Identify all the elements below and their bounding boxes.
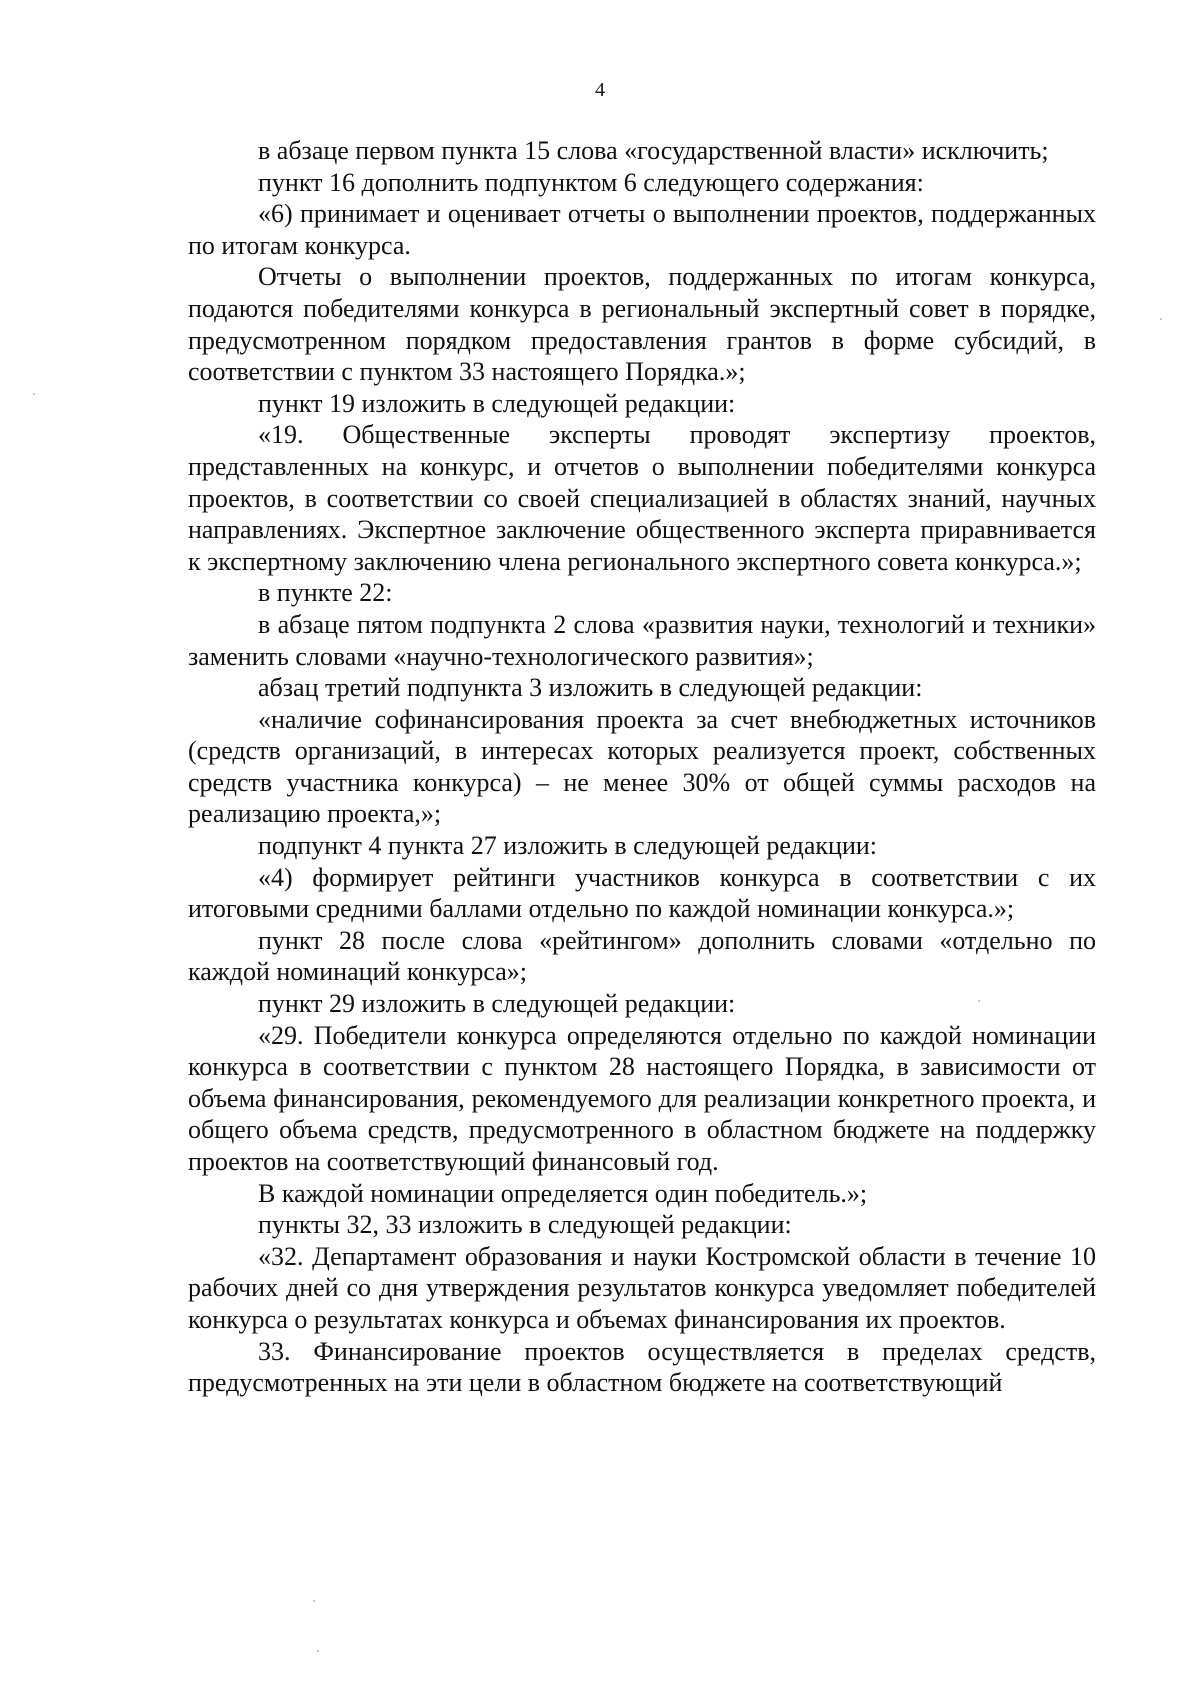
paragraph-5: пункт 19 изложить в следующей редакции:: [258, 388, 736, 418]
scan-speck: [1160, 318, 1162, 320]
paragraph-14: пункт 29 изложить в следующей редакции:: [258, 989, 736, 1019]
scan-speck: [33, 393, 35, 395]
document-body: [188, 135, 1096, 1399]
scan-speck: [978, 1000, 980, 1002]
scan-speck: [317, 1650, 319, 1652]
paragraph-3: «6) принимает и оценивает отчеты о выполнении проектов, поддержанных по итогам конкурса.: [188, 199, 1096, 260]
paragraph-7: в пункте 22:: [258, 578, 393, 608]
paragraph-15: «29. Победители конкурса определяются отдельно по каждой номинации конкурса в соответствии с пунктом 28 настоящего Порядка, в зависимости от объема финансирования, рекомендуемого для реализации конкретного проекта, и общего объема средств, предусмотренного в областном бюджете на поддержку проектов на соответствующий финансовый год.: [188, 1020, 1096, 1176]
paragraph-13: пункт 28 после слова «рейтингом» дополнить словами «отдельно по каждой номинаций конкурса»;: [188, 925, 1096, 987]
paragraph-6: «19. Общественные эксперты проводят экспертизу проектов, представленных на конкурс, и отчетов о выполнении победителями конкурса проектов, в соответствии со своей специализацией в областях знаний, научных направлениях. Экспертное заключение общественного эксперта приравнивается к экспертному заключению члена регионального экспертного совета конкурса.»;: [188, 420, 1096, 576]
paragraph-12: «4) формирует рейтинги участников конкурса в соответствии с их итоговыми средними баллами отдельно по каждой номинации конкурса.»;: [188, 862, 1096, 924]
paragraph-8: в абзаце пятом подпункта 2 слова «развития науки, технологий и техники» заменить словами «научно-технологического развития»;: [188, 609, 1096, 671]
paragraph-19: 33. Финансирование проектов осуществляется в пределах средств, предусмотренных на эти цели в областном бюджете на соответствующий: [188, 1336, 1096, 1398]
scan-speck: [313, 1600, 315, 1602]
paragraph-9: абзац третий подпункта 3 изложить в следующей редакции:: [258, 673, 923, 703]
paragraph-18: «32. Департамент образования и науки Костромской области в течение 10 рабочих дней со дня утверждения результатов конкурса уведомляет победителей конкурса о результатах конкурса и объемах финансирования их проектов.: [188, 1241, 1096, 1334]
paragraph-10: «наличие софинансирования проекта за счет внебюджетных источников (средств организаций, в интересах которых реализуется проект, собственных средств участника конкурса) – не менее 30% от общей суммы расходов на реализацию проекта,»;: [188, 704, 1096, 829]
paragraph-1: в абзаце первом пункта 15 слова «государственной власти» исключить;: [258, 136, 1049, 165]
page-number: 4: [595, 79, 605, 101]
paragraph-16: В каждой номинации определяется один победитель.»;: [258, 1178, 868, 1208]
paragraph-17: пункты 32, 33 изложить в следующей редакции:: [258, 1210, 792, 1240]
paragraph-11: подпункт 4 пункта 27 изложить в следующей редакции:: [258, 831, 877, 861]
paragraph-2: пункт 16 дополнить подпунктом 6 следующего содержания:: [258, 167, 924, 197]
paragraph-4: Отчеты о выполнении проектов, поддержанных по итогам конкурса, подаются победителями конкурса в региональный экспертный совет в порядке, предусмотренном порядком предоставления грантов в форме субсидий, в соответствии с пунктом 33 настоящего Порядка.»;: [188, 262, 1096, 387]
